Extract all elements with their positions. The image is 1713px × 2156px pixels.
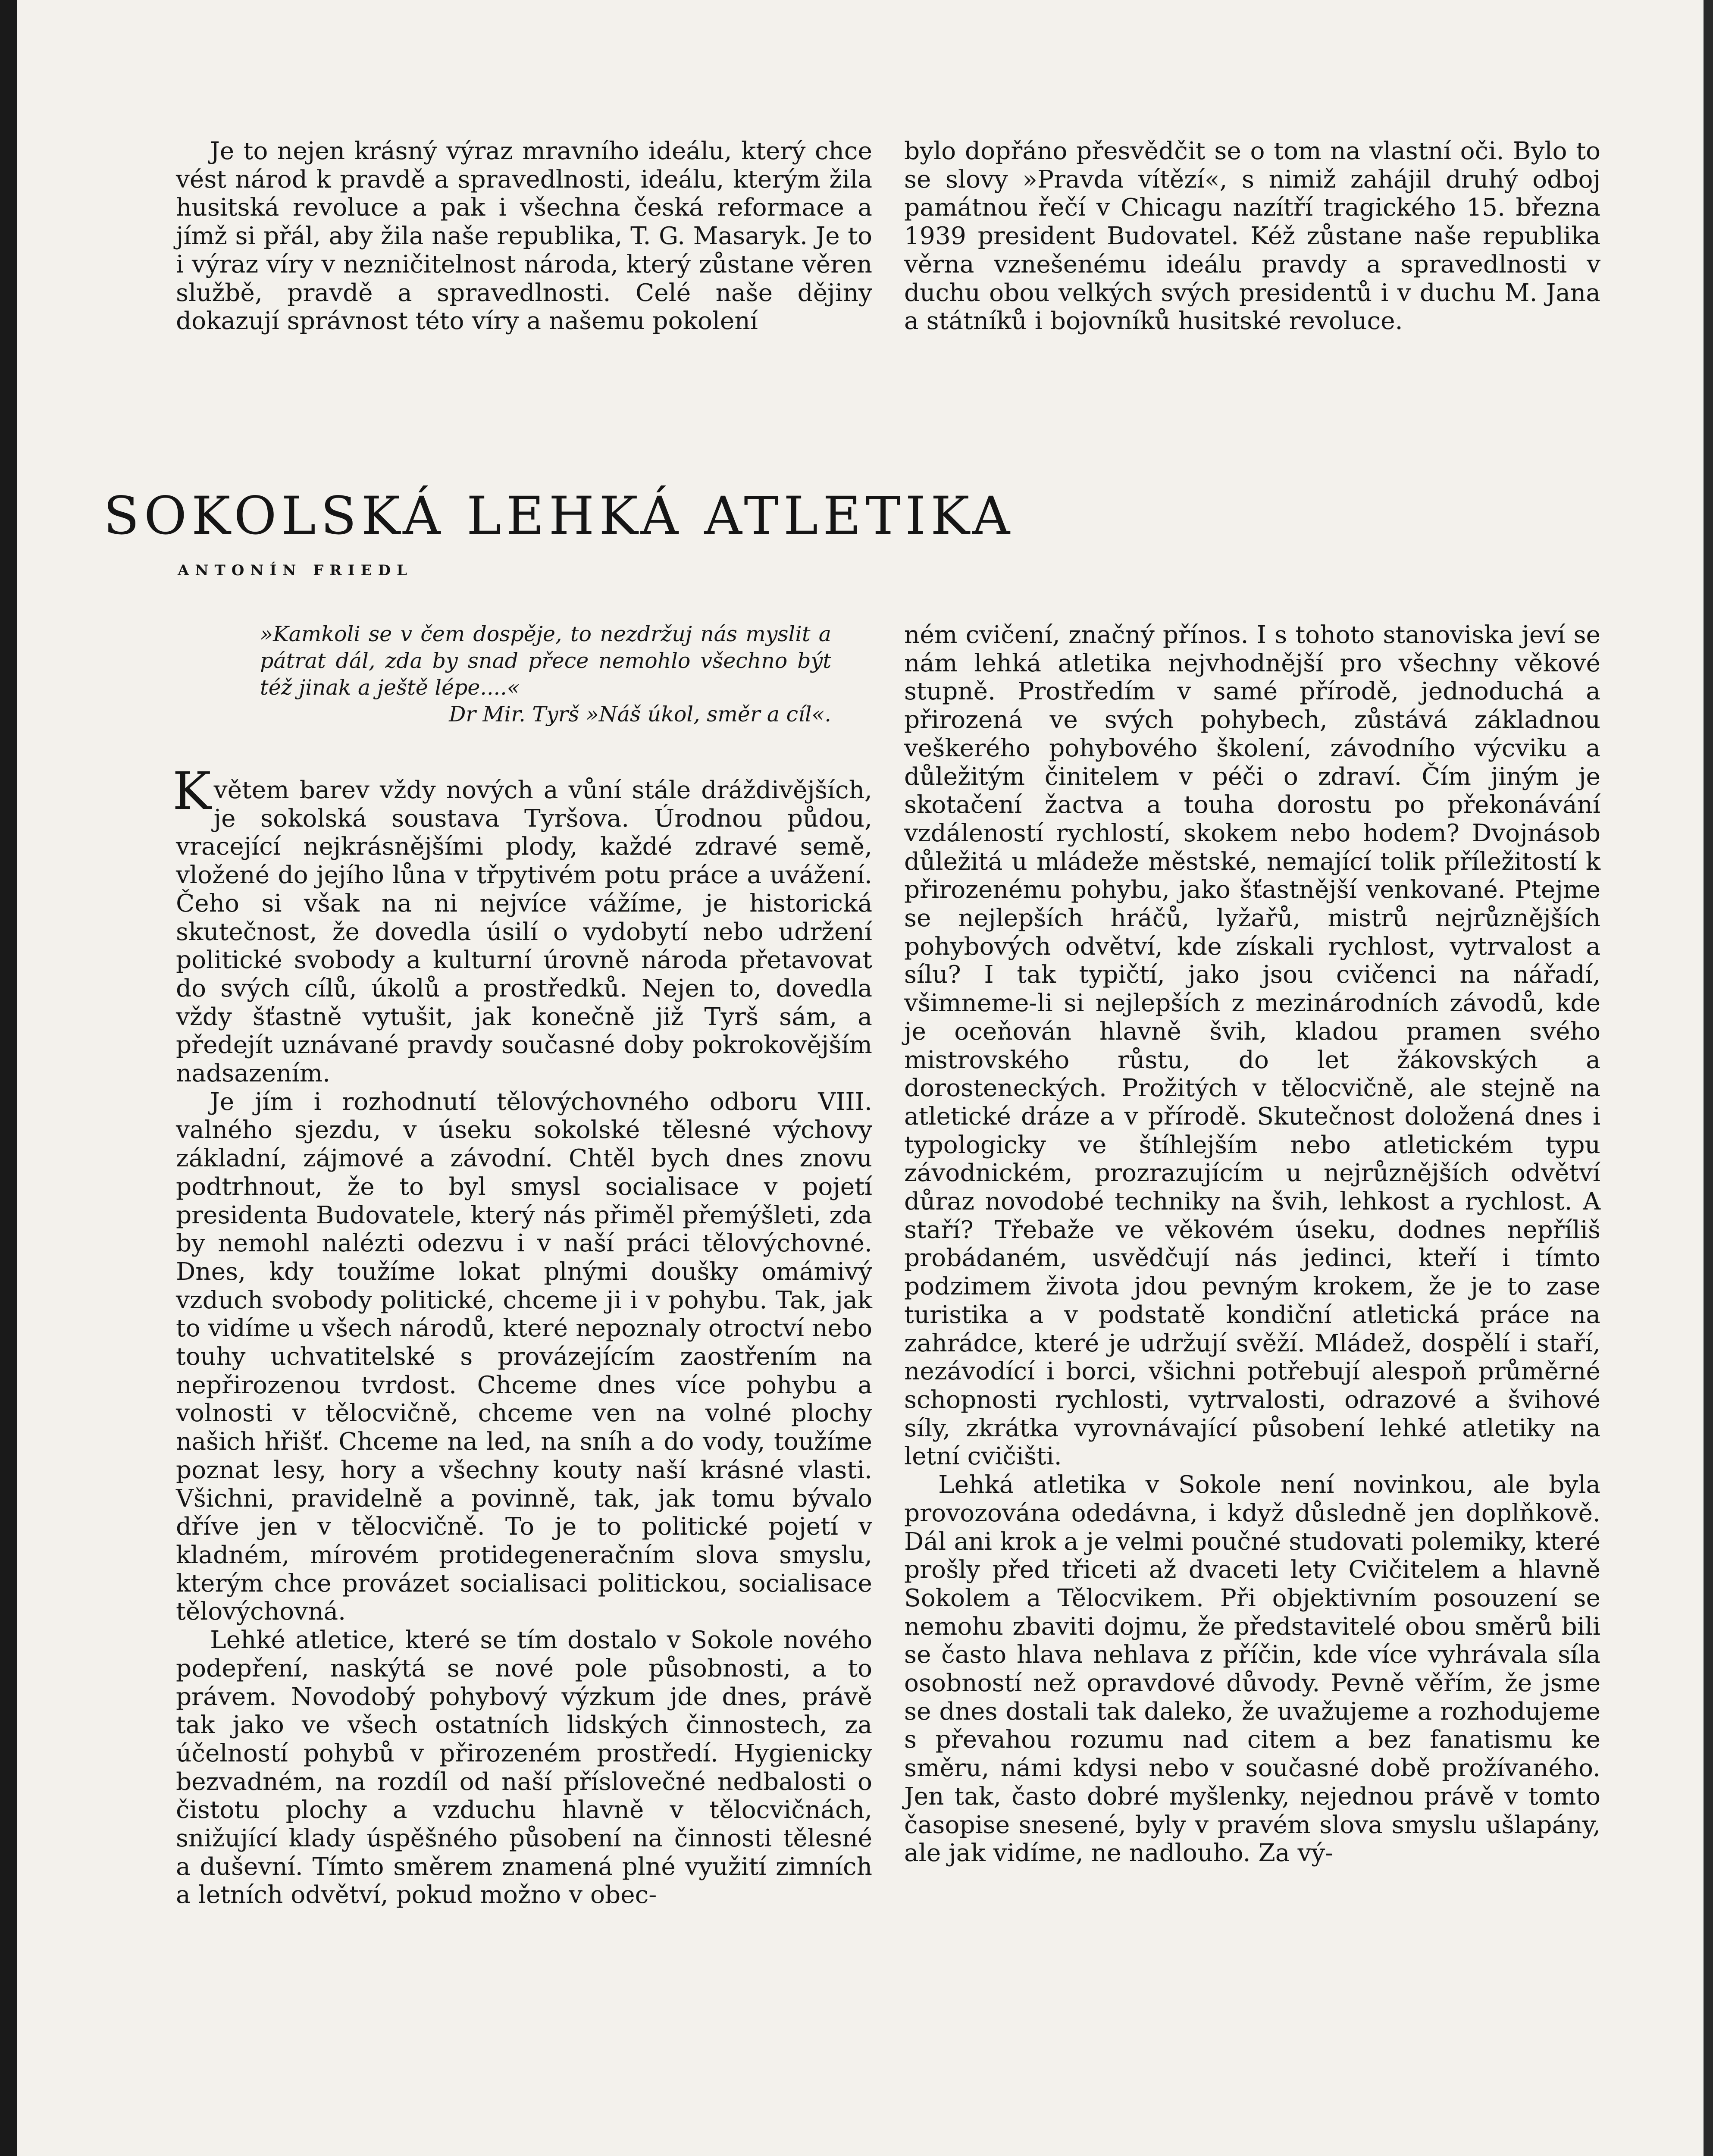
paragraph-5: Lehká atletika v Sokole není novinkou, ale byla provozována odedávna, i když důsledně jen doplňkově. Dál ani krok a je velmi poučné studovati polemiky, které prošly před třiceti až dvaceti lety Cvičitelem a hlavně Sokolem a Tělocvikem. Při objektivním posouzení se nemohu zbaviti dojmu, že představitelé obou směrů bili se často hlava nehlava z příčin, kde více vyhrávala síla osobností než opravdové důvody. Pevně věřím, že jsme se dnes dostali tak daleko, že uvažujeme a rozhodujeme s převahou rozumu nad citem a bez fanatismu ke směru, námi kdysi nebo v současné době prožívaného. Jen tak, často dobré myšlenky, nejednou právě v tomto časopise snesené, byly v pravém slova smyslu ušlapány, ale jak vidíme, ne nadlouho. Za vý- bbox=[904, 1471, 1600, 1868]
paragraph-1 bbox=[172, 761, 872, 1088]
paragraph-2: Je jím i rozhodnutí tělovýchovného odboru VIII. valného sjezdu, v úseku sokolské tělesné výchovy základní, zájmové a závodní. Chtěl bych dnes znovu podtrhnout, že to byl smysl socialisace v pojetí presidenta Budovatele, který nás přiměl přemýšleti, zda by nemohl nalézti odezvu i v naší práci tělovýchovné. Dnes, kdy toužíme lokat plnými doušky omámivý vzduch svobody politické, chceme ji i v pohybu. Tak, jak to vidíme u všech národů, které nepoznaly otroctví nebo touhy uchvatitelské s provázejícím zaostřením na nepřirozenou tvrdost. Chceme dnes více pohybu a volnosti v tělocvičně, chceme ven na volné plochy našich hřišť. Chceme na led, na sníh a do vody, toužíme poznat lesy, hory a všechny kouty naší krásné vlasti. Všichni, pravidelně a povinně, tak, jak tomu bývalo dříve jen v tělocvičně. To je to politické pojetí v kladném, mírovém protidegeneračním slova smyslu, kterým chce provázet socialisaci politickou, socialisace tělovýchovná. bbox=[176, 1087, 872, 1626]
motto bbox=[260, 621, 831, 728]
paragraph-1-text: větem barev vždy nových a vůní stále dráždivějších, je sokolská soustava Tyršova. Úrodnou půdou, vracející nejkrásnějšími plody, každé zdravé semě, vložené do jejího lůna v třpytivém potu práce a uvážení. Čeho si však na ni nejvíce vážíme, je historická skutečnost, že dovedla úsilí o vydobytí nebo udržení politické svobody a kulturní úrovně národa přetavovat do svých cílů, úkolů a prostředků. Nejen to, dovedla vždy šťastně vytušit, jak konečně již Tyrš sám, a předejít uznávané pravdy současné doby pokrokovějším nadsazením. bbox=[176, 776, 872, 1088]
scan-edge-left bbox=[0, 0, 17, 2156]
drop-cap: K bbox=[172, 761, 211, 821]
article-author: ANTONÍN FRIEDL bbox=[178, 562, 413, 579]
article-left-column bbox=[172, 761, 872, 1909]
top-right-column bbox=[904, 137, 1600, 335]
motto-text: »Kamkoli se v čem dospěje, to nezdržuj nás myslit a pátrat dál, zda by snad přece nemohlo všechno být též jinak a ještě lépe....« bbox=[260, 622, 831, 700]
paragraph: Je to nejen krásný výraz mravního ideálu, který chce vést národ k pravdě a spravedlnosti, ideálu, kterým žila husitská revoluce a pak i všechna česká reformace a jímž si přál, aby žila naše republika, T. G. Masaryk. Je to i výraz víry v nezničitelnost národa, který zůstane věren službě, pravdě a spravedlnosti. Celé naše dějiny dokazují správnost této víry a našemu pokolení bbox=[176, 137, 872, 335]
article-title: SOKOLSKÁ LEHKÁ ATLETIKA bbox=[103, 486, 1015, 546]
paragraph-4: ném cvičení, značný přínos. I s tohoto stanoviska jeví se nám lehká atletika nejvhodnější pro všechny věkové stupně. Prostředím v samé přírodě, jednoduchá a přirozená ve svých pohybech, zůstává základnou veškerého pohybového školení, závodního výcviku a důležitým činitelem v péči o zdraví. Čím jiným je skotačení žactva a touha dorostu po překonávání vzdáleností rychlostí, skokem nebo hodem? Dvojnásob důležitá u mládeže městské, nemající tolik příležitostí k přirozenému pohybu, jako šťastnější venkované. Ptejme se nejlepších hráčů, lyžařů, mistrů nejrůznějších pohybových odvětví, kde získali rychlost, vytrvalost a sílu? I tak typičtí, jako jsou cvičenci na nářadí, všimneme-li si nejlepších z mezinárodních závodů, kde je oceňován hlavně švih, kladou pramen svého mistrovského růstu, do let žákovských a dorosteneckých. Prožitých v tělocvičně, ale stejně na atletické dráze a v přírodě. Skutečnost doložená dnes i typologicky ve štíhlejším nebo atletickém typu závodnickém, prozrazujícím u nejrůznějších odvětví důraz novodobé techniky na švih, lehkost a rychlost. A staří? Třebaže ve věkovém úseku, dodnes nepříliš probádaném, usvědčují nás jedinci, kteří i tímto podzimem života jdou pevným krokem, že je to zase turistika a v podstatě kondiční atletická práce na zahrádce, které je udržují svěží. Mládež, dospělí i staří, nezávodící i borci, všichni potřebují alespoň průměrné schopnosti rychlosti, vytrvalosti, odrazové a švihové síly, zkrátka vyrovnávající působení lehké atletiky na letní cvičišti. bbox=[904, 621, 1600, 1471]
paragraph: bylo dopřáno přesvědčit se o tom na vlastní oči. Bylo to se slovy »Pravda vítězí«, s nimiž zahájil druhý odboj památnou řečí v Chicagu nazítří tragického 15. března 1939 president Budovatel. Kéž zůstane naše republika věrna vznešenému ideálu pravdy a spravedlnosti v duchu obou velkých svých presidentů i v duchu M. Jana a státníků i bojovníků husitské revoluce. bbox=[904, 137, 1600, 335]
article-right-column bbox=[904, 621, 1600, 1868]
paragraph-3: Lehké atletice, které se tím dostalo v Sokole nového podepření, naskýtá se nové pole působnosti, a to právem. Novodobý pohybový výzkum jde dnes, právě tak jako ve všech ostatních lidských činnostech, za účelností pohybů v přirozeném prostředí. Hygienicky bezvadném, na rozdíl od naší příslovečné nedbalosti o čistotu plochy a vzduchu hlavně v tělocvičnách, snižující klady úspěšného působení na činnosti tělesné a duševní. Tímto směrem znamená plné využití zimních a letních odvětví, pokud možno v obec- bbox=[176, 1626, 872, 1909]
motto-citation: Dr Mir. Tyrš »Náš úkol, směr a cíl«. bbox=[449, 702, 831, 727]
scan-edge-right bbox=[1704, 0, 1713, 2156]
top-left-column bbox=[176, 137, 872, 335]
